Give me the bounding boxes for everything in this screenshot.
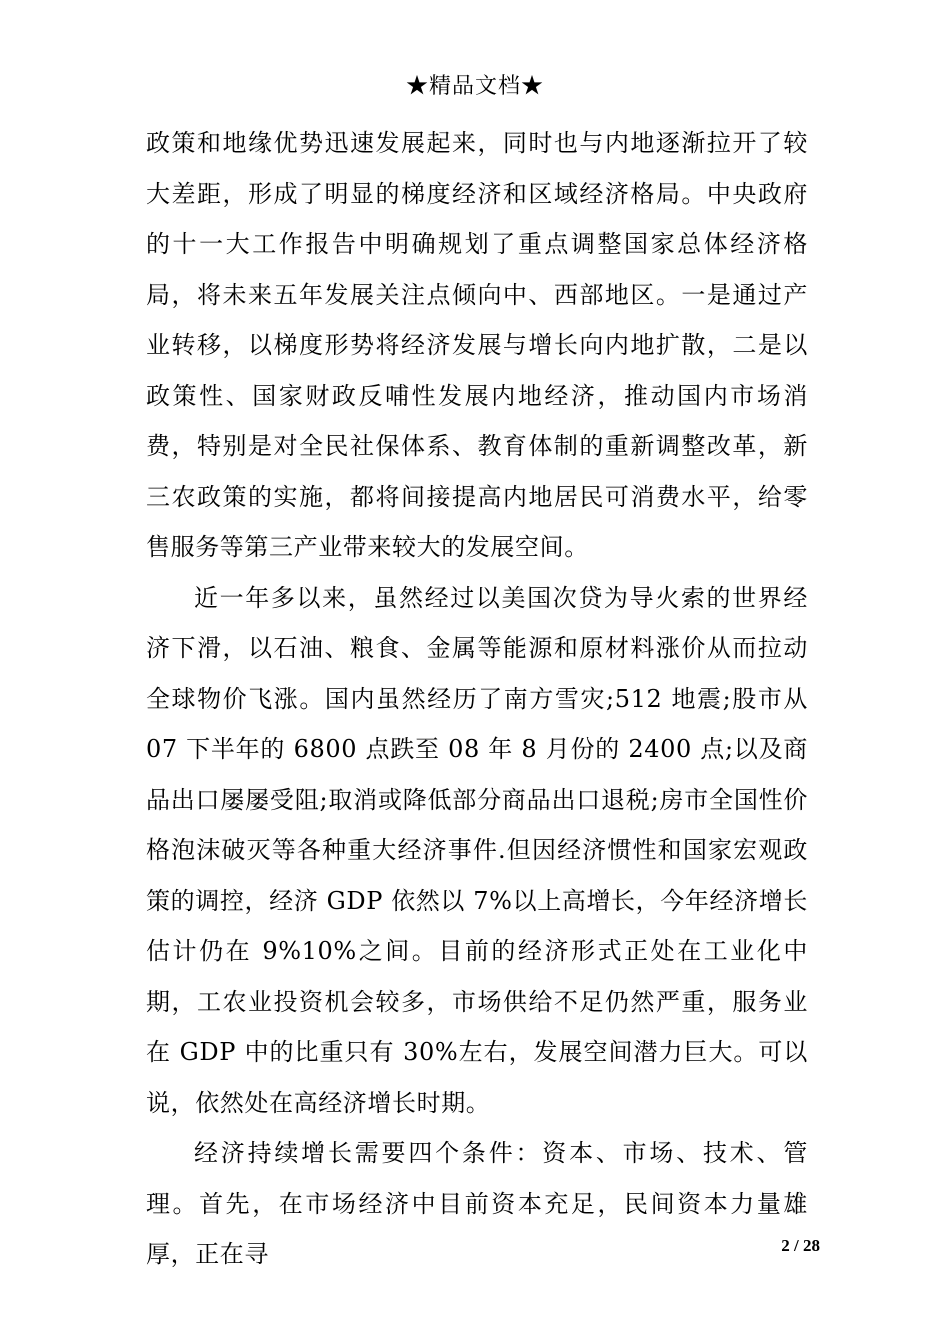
- paragraph-economic-growth: 近一年多以来，虽然经过以美国次贷为导火索的世界经济下滑，以石油、粮食、金属等能源和原材料涨价从而拉动全球物价飞涨。国内虽然经历了南方雪灾;512 地震;股市从 07 下半年的 6800 点跌至 08 年 8 月份的 2400 点;以及商品出口屡屡受阻;取消或降低部分商品出口退税;房市全国性价格泡沫破灭等各种重大经济事件.但因经济惯性和国家宏观政策的调控，经济 GDP 依然以 7%以上高增长，今年经济增长估计仍在 9%10%之间。目前的经济形式正处在工业化中期，工农业投资机会较多，市场供给不足仍然严重，服务业在 GDP 中的比重只有 30%左右，发展空间潜力巨大。可以说，依然处在高经济增长时期。: [146, 583, 808, 1117]
- page-number: 2 / 28: [781, 1236, 820, 1255]
- document-body: [146, 118, 808, 1280]
- paragraph-growth-conditions: 经济持续增长需要四个条件：资本、市场、技术、管理。首先，在市场经济中目前资本充足，民间资本力量雄厚，正在寻: [146, 1139, 808, 1268]
- page-header-title: ★精品文档★: [405, 74, 544, 99]
- paragraph-continuation: 政策和地缘优势迅速发展起来，同时也与内地逐渐拉开了较大差距，形成了明显的梯度经济和区域经济格局。中央政府的十一大工作报告中明确规划了重点调整国家总体经济格局，将未来五年发展关注点倾向中、西部地区。一是通过产业转移，以梯度形势将经济发展与增长向内地扩散，二是以政策性、国家财政反哺性发展内地经济，推动国内市场消费，特别是对全民社保体系、教育体制的重新调整改革，新三农政策的实施，都将间接提高内地居民可消费水平，给零售服务等第三产业带来较大的发展空间。: [146, 129, 808, 561]
